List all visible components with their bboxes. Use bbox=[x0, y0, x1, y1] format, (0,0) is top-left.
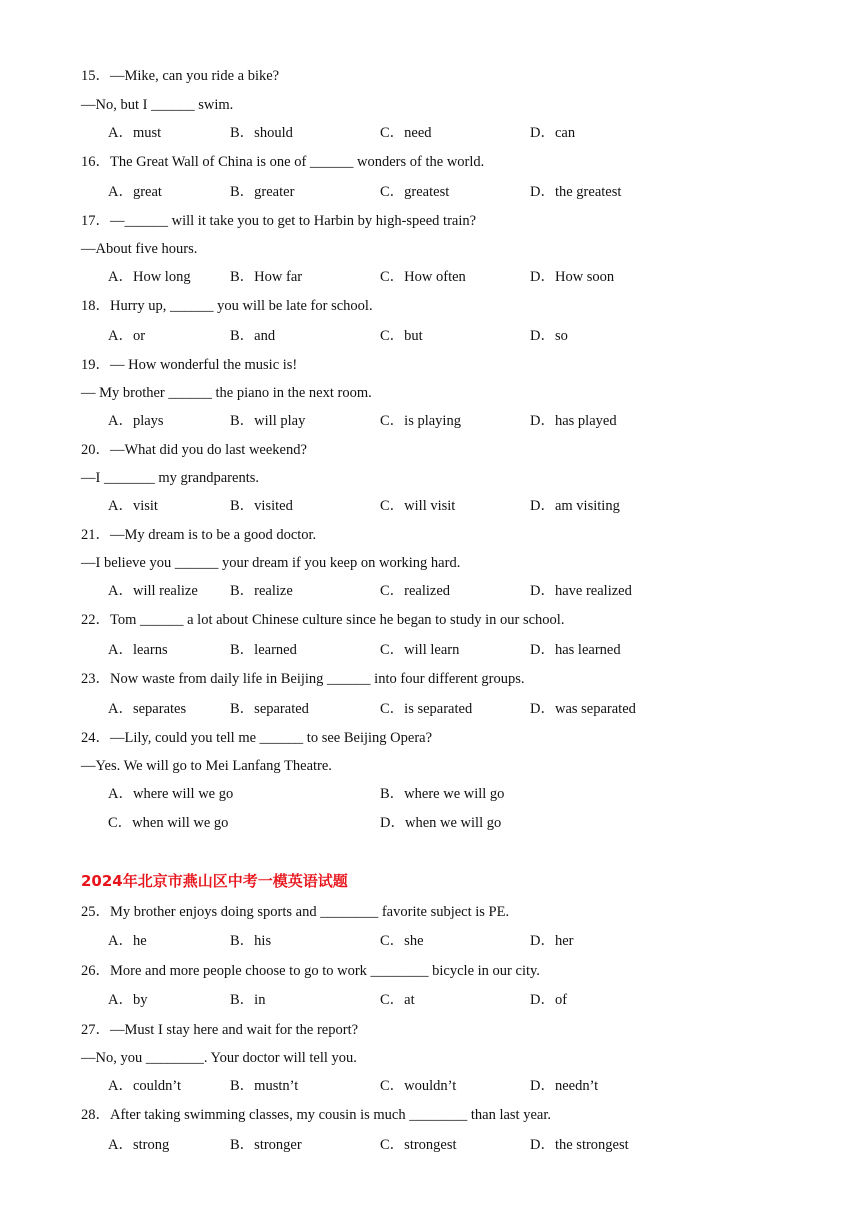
q25-option-c: C．she bbox=[380, 933, 424, 949]
q22-option-b: B．learned bbox=[230, 642, 297, 658]
question-15-stem: 15．—Mike, can you ride a bike? bbox=[81, 68, 280, 84]
q17-option-c: C．How often bbox=[380, 269, 466, 285]
q16-option-d: D．the greatest bbox=[530, 184, 622, 200]
q24-option-c: C．when will we go bbox=[108, 815, 229, 831]
q15-option-a: A．must bbox=[108, 125, 162, 141]
q27-option-c: C．wouldn’t bbox=[380, 1078, 457, 1094]
q22-option-c: C．will learn bbox=[380, 642, 460, 658]
q27-option-d: D．needn’t bbox=[530, 1078, 599, 1094]
q21-option-c: C．realized bbox=[380, 583, 451, 599]
question-17-stem: 17．—______ will it take you to get to Harbin by high-speed train? bbox=[81, 213, 477, 229]
question-21-dialog: —I believe you ______ your dream if you keep on working hard. bbox=[81, 555, 461, 571]
q28-option-c: C．strongest bbox=[380, 1137, 457, 1153]
q24-option-b: B．where we will go bbox=[380, 786, 505, 802]
q18-option-a: A．or bbox=[108, 328, 146, 344]
q16-option-b: B．greater bbox=[230, 184, 295, 200]
q18-option-c: C．but bbox=[380, 328, 423, 344]
question-26-stem: 26．More and more people choose to go to work ________ bicycle in our city. bbox=[81, 963, 540, 979]
q26-option-d: D．of bbox=[530, 992, 568, 1008]
q25-option-b: B．his bbox=[230, 933, 272, 949]
q15-option-d: D．can bbox=[530, 125, 576, 141]
question-21-stem: 21．—My dream is to be a good doctor. bbox=[81, 527, 317, 543]
q22-option-d: D．has learned bbox=[530, 642, 621, 658]
q26-option-a: A．by bbox=[108, 992, 148, 1008]
q17-option-b: B．How far bbox=[230, 269, 303, 285]
q26-option-c: C．at bbox=[380, 992, 415, 1008]
q20-option-a: A．visit bbox=[108, 498, 158, 514]
q20-option-d: D．am visiting bbox=[530, 498, 620, 514]
question-15-dialog: —No, but I ______ swim. bbox=[81, 97, 234, 113]
q21-option-d: D．have realized bbox=[530, 583, 632, 599]
q19-option-b: B．will play bbox=[230, 413, 306, 429]
q20-option-b: B．visited bbox=[230, 498, 293, 514]
question-17-dialog: —About five hours. bbox=[81, 241, 198, 257]
question-20-stem: 20．—What did you do last weekend? bbox=[81, 442, 307, 458]
section-heading: 2024年北京市燕山区中考一模英语试题 bbox=[81, 872, 348, 890]
q17-option-d: D．How soon bbox=[530, 269, 615, 285]
q23-option-d: D．was separated bbox=[530, 701, 636, 717]
q16-option-a: A．great bbox=[108, 184, 162, 200]
q25-option-d: D．her bbox=[530, 933, 574, 949]
q16-option-c: C．greatest bbox=[380, 184, 450, 200]
q26-option-b: B．in bbox=[230, 992, 266, 1008]
question-20-dialog: —I _______ my grandparents. bbox=[81, 470, 259, 486]
q18-option-d: D．so bbox=[530, 328, 568, 344]
q19-option-d: D．has played bbox=[530, 413, 617, 429]
question-25-stem: 25．My brother enjoys doing sports and ________ favorite subject is PE. bbox=[81, 904, 510, 920]
q20-option-c: C．will visit bbox=[380, 498, 456, 514]
question-27-dialog: —No, you ________. Your doctor will tell you. bbox=[81, 1050, 357, 1066]
q28-option-a: A．strong bbox=[108, 1137, 170, 1153]
question-16-stem: 16．The Great Wall of China is one of ______ wonders of the world. bbox=[81, 154, 485, 170]
question-28-stem: 28．After taking swimming classes, my cousin is much ________ than last year. bbox=[81, 1107, 551, 1123]
question-24-stem: 24．—Lily, could you tell me ______ to see Beijing Opera? bbox=[81, 730, 433, 746]
q19-option-c: C．is playing bbox=[380, 413, 461, 429]
q15-option-c: C．need bbox=[380, 125, 432, 141]
q24-option-a: A．where will we go bbox=[108, 786, 234, 802]
question-19-dialog: — My brother ______ the piano in the next room. bbox=[81, 385, 372, 401]
q28-option-b: B．stronger bbox=[230, 1137, 302, 1153]
q23-option-b: B．separated bbox=[230, 701, 309, 717]
question-23-stem: 23．Now waste from daily life in Beijing ______ into four different groups. bbox=[81, 671, 525, 687]
q19-option-a: A．plays bbox=[108, 413, 164, 429]
q17-option-a: A．How long bbox=[108, 269, 191, 285]
q23-option-a: A．separates bbox=[108, 701, 187, 717]
q27-option-b: B．mustn’t bbox=[230, 1078, 299, 1094]
q25-option-a: A．he bbox=[108, 933, 147, 949]
q21-option-b: B．realize bbox=[230, 583, 293, 599]
q23-option-c: C．is separated bbox=[380, 701, 473, 717]
q15-option-b: B．should bbox=[230, 125, 293, 141]
question-19-stem: 19．— How wonderful the music is! bbox=[81, 357, 298, 373]
q24-option-d: D．when we will go bbox=[380, 815, 502, 831]
q21-option-a: A．will realize bbox=[108, 583, 198, 599]
question-22-stem: 22．Tom ______ a lot about Chinese culture since he began to study in our school. bbox=[81, 612, 565, 628]
question-24-dialog: —Yes. We will go to Mei Lanfang Theatre. bbox=[81, 758, 332, 774]
q22-option-a: A．learns bbox=[108, 642, 168, 658]
question-27-stem: 27．—Must I stay here and wait for the report? bbox=[81, 1022, 359, 1038]
q18-option-b: B．and bbox=[230, 328, 276, 344]
question-18-stem: 18．Hurry up, ______ you will be late for school. bbox=[81, 298, 373, 314]
q27-option-a: A．couldn’t bbox=[108, 1078, 182, 1094]
q28-option-d: D．the strongest bbox=[530, 1137, 629, 1153]
